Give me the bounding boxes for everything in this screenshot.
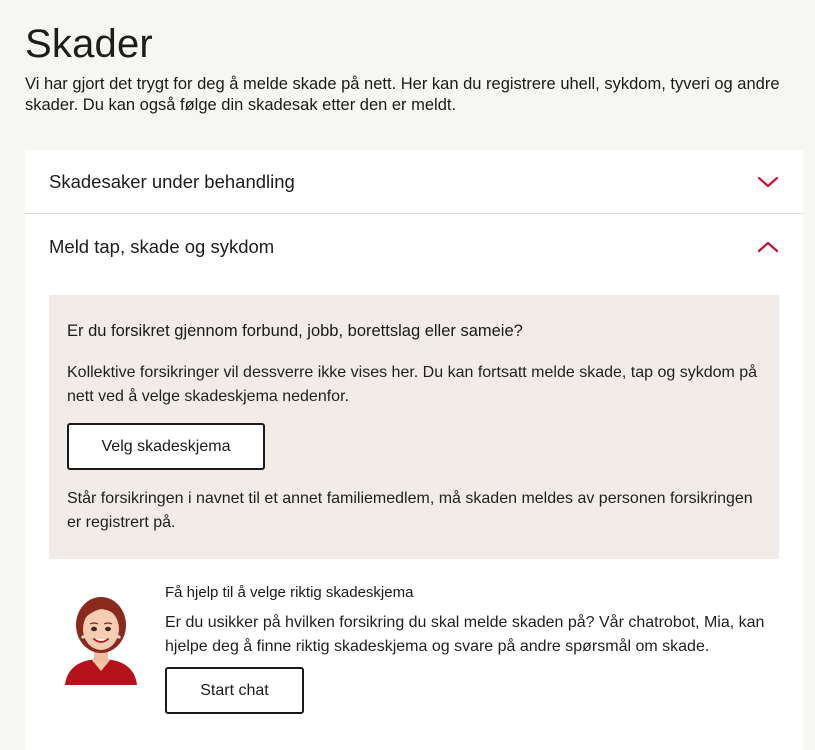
- help-title: Få hjelp til å velge riktig skadeskjema: [165, 584, 414, 601]
- page-title: Skader: [25, 22, 153, 66]
- help-text: Er du usikker på hvilken forsikring du skal melde skaden på? Vår chatrobot, Mia, kan hjelpe deg å finne riktig skadeskjema og svare på andre spørsmål om skade.: [165, 614, 765, 655]
- accordion-card: [25, 150, 803, 750]
- chatbot-avatar-icon: [63, 593, 139, 685]
- select-claim-form-button[interactable]: Velg skadeskjema: [67, 423, 265, 470]
- accordion-header-report-claim[interactable]: [25, 215, 803, 279]
- info-box-note: Står forsikringen i navnet til et annet familiemedlem, må skaden meldes av personen forsikringen er registrert på.: [67, 490, 753, 531]
- accordion-label: Skadesaker under behandling: [49, 170, 295, 192]
- chevron-up-icon: [757, 240, 779, 254]
- info-box-text: Kollektive forsikringer vil dessverre ikke vises her. Du kan fortsatt melde skade, tap og sykdom på nett ved å velge skadeskjema nedenfor.: [67, 364, 758, 405]
- start-chat-button[interactable]: Start chat: [165, 667, 304, 714]
- chevron-down-icon: [757, 175, 779, 189]
- page-intro: Vi har gjort det trygt for deg å melde skade på nett. Her kan du registrere uhell, sykdom, tyveri og andre skader. Du kan også følge din skadesak etter den er meldt.: [25, 75, 780, 114]
- info-box-title: Er du forsikret gjennom forbund, jobb, borettslag eller sameie?: [67, 322, 523, 340]
- accordion-header-claims-in-progress[interactable]: [25, 150, 803, 214]
- accordion-label: Meld tap, skade og sykdom: [49, 236, 275, 257]
- collective-insurance-info-box: [49, 295, 779, 559]
